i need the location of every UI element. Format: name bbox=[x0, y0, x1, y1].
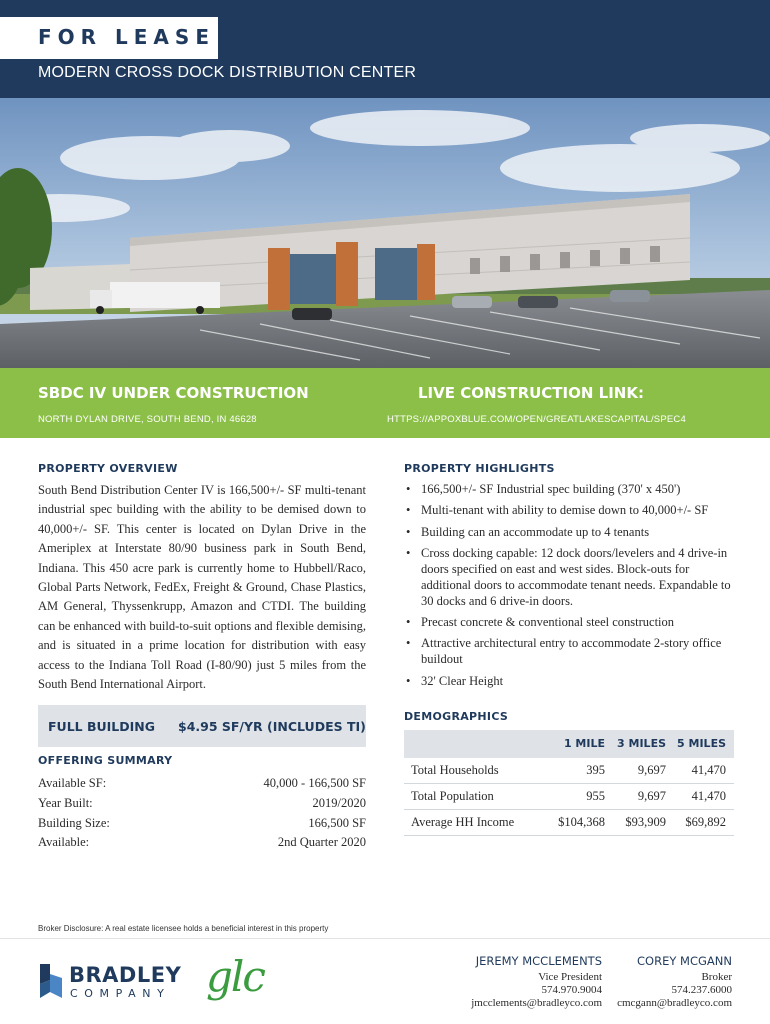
broker-phone[interactable]: 574.237.6000 bbox=[671, 984, 732, 996]
for-lease-badge bbox=[0, 17, 218, 59]
offering-value: 40,000 - 166,500 SF bbox=[263, 776, 366, 790]
offering-row bbox=[38, 796, 366, 814]
broker-disclosure: Broker Disclosure: A real estate licensee holds a beneficial interest in this property bbox=[38, 924, 329, 933]
demographics-title: DEMOGRAPHICS bbox=[404, 710, 509, 723]
highlight-item: • Attractive architectural entry to accommodate 2-story office buildout bbox=[404, 635, 734, 667]
demographics-row-label: Total Population bbox=[411, 789, 494, 803]
demographics-row bbox=[404, 784, 734, 810]
offering-row bbox=[38, 835, 366, 853]
demographics-cell: 41,470 bbox=[691, 789, 726, 803]
highlight-item: • 166,500+/- SF Industrial spec building (370' x 450') bbox=[404, 481, 734, 497]
highlight-item: • 32' Clear Height bbox=[404, 673, 734, 689]
bradley-wordmark: BRADLEY bbox=[69, 963, 182, 987]
demographics-row-label: Total Households bbox=[411, 763, 499, 777]
offering-value: 166,500 SF bbox=[308, 816, 366, 830]
full-building-bar bbox=[38, 705, 366, 747]
demographics-cell: 395 bbox=[586, 763, 605, 777]
property-highlights-list bbox=[404, 481, 734, 694]
property-address: NORTH DYLAN DRIVE, SOUTH BEND, IN 46628 bbox=[38, 414, 257, 425]
broker-title: Vice President bbox=[538, 971, 602, 983]
company-wordmark: COMPANY bbox=[70, 987, 171, 1000]
info-band bbox=[0, 368, 770, 438]
demographics-cell: $93,909 bbox=[625, 815, 666, 829]
building-rendering bbox=[0, 98, 770, 368]
construction-title: SBDC IV UNDER CONSTRUCTION bbox=[38, 384, 309, 402]
footer-divider bbox=[0, 938, 770, 939]
property-highlights-title: PROPERTY HIGHLIGHTS bbox=[404, 462, 555, 475]
demographics-cell: 955 bbox=[586, 789, 605, 803]
offering-label: Available: bbox=[38, 835, 90, 849]
demographics-row bbox=[404, 758, 734, 784]
broker-email[interactable]: jmcclements@bradleyco.com bbox=[471, 997, 602, 1009]
construction-link-title: LIVE CONSTRUCTION LINK: bbox=[418, 384, 644, 402]
offering-row bbox=[38, 776, 366, 794]
highlight-item: • Building can an accommodate up to 4 tenants bbox=[404, 524, 734, 540]
bradley-mark-icon bbox=[38, 962, 66, 1000]
broker-contact bbox=[471, 955, 602, 1010]
header-banner bbox=[0, 0, 770, 98]
construction-link-url[interactable]: HTTPS://APPOXBLUE.COM/OPEN/GREATLAKESCAPITAL/SPEC4 bbox=[387, 414, 686, 425]
demographics-cell: 9,697 bbox=[637, 763, 666, 777]
property-overview-title: PROPERTY OVERVIEW bbox=[38, 462, 178, 475]
bradley-company-logo bbox=[38, 962, 200, 1002]
demographics-column-header: 3 MILES bbox=[617, 737, 666, 750]
full-building-label: FULL BUILDING bbox=[48, 719, 156, 734]
page-subtitle: MODERN CROSS DOCK DISTRIBUTION CENTER bbox=[38, 64, 417, 81]
offering-label: Year Built: bbox=[38, 796, 93, 810]
broker-phone[interactable]: 574.970.9004 bbox=[541, 984, 602, 996]
offering-label: Available SF: bbox=[38, 776, 107, 790]
broker-name: JEREMY MCCLEMENTS bbox=[475, 954, 602, 968]
demographics-header-row bbox=[404, 730, 734, 758]
offering-row bbox=[38, 816, 366, 834]
broker-title: Broker bbox=[701, 971, 732, 983]
for-lease-text: FOR LEASE bbox=[38, 25, 215, 49]
demographics-row-label: Average HH Income bbox=[411, 815, 515, 829]
demographics-column-header: 5 MILES bbox=[677, 737, 726, 750]
broker-email[interactable]: cmcgann@bradleyco.com bbox=[617, 997, 732, 1009]
broker-name: COREY MCGANN bbox=[637, 954, 732, 968]
property-overview-text: South Bend Distribution Center IV is 166,500+/- SF multi-tenant industrial spec building with the ability to be demised down to 40,000+/- SF. This center is located on Dylan Drive in the Ameriplex at Interstate 80/90 business park in South Bend, Indiana. This 450 acre park is currently home to Hubbell/Raco, Global Parts Network, FedEx, Freight & Ground, Chase Plastics, AM General, Thyssenkrupp, Amazon and CTDI. The building can be enhanced with build-to-suit options and flexible demising, and is situated in a prime location for distribution with easy access to the Indiana Toll Road (I-80/90) just 5 miles from the South Bend International Airport. bbox=[38, 483, 366, 692]
glc-logo: glc bbox=[206, 952, 264, 1001]
demographics-row bbox=[404, 810, 734, 836]
full-building-price: $4.95 SF/YR (INCLUDES TI) bbox=[178, 719, 366, 734]
demographics-cell: 9,697 bbox=[637, 789, 666, 803]
offering-value: 2nd Quarter 2020 bbox=[277, 835, 366, 849]
demographics-column-header: 1 MILE bbox=[563, 737, 605, 750]
offering-value: 2019/2020 bbox=[312, 796, 366, 810]
building-rendering-image bbox=[0, 98, 770, 368]
offering-summary-title: OFFERING SUMMARY bbox=[38, 754, 173, 767]
demographics-cell: 41,470 bbox=[691, 763, 726, 777]
highlight-item: • Cross docking capable: 12 dock doors/levelers and 4 drive-in doors specified on east and west sides. Block-outs for additional doors to accommodate tenant needs. Expandable to 30 docks and 6 drive-in doors. bbox=[404, 545, 734, 609]
highlight-item: • Precast concrete & conventional steel construction bbox=[404, 614, 734, 630]
demographics-cell: $104,368 bbox=[558, 815, 605, 829]
demographics-cell: $69,892 bbox=[685, 815, 726, 829]
broker-contact bbox=[617, 955, 732, 1010]
highlight-item: • Multi-tenant with ability to demise down to 40,000+/- SF bbox=[404, 502, 734, 518]
offering-label: Building Size: bbox=[38, 816, 110, 830]
